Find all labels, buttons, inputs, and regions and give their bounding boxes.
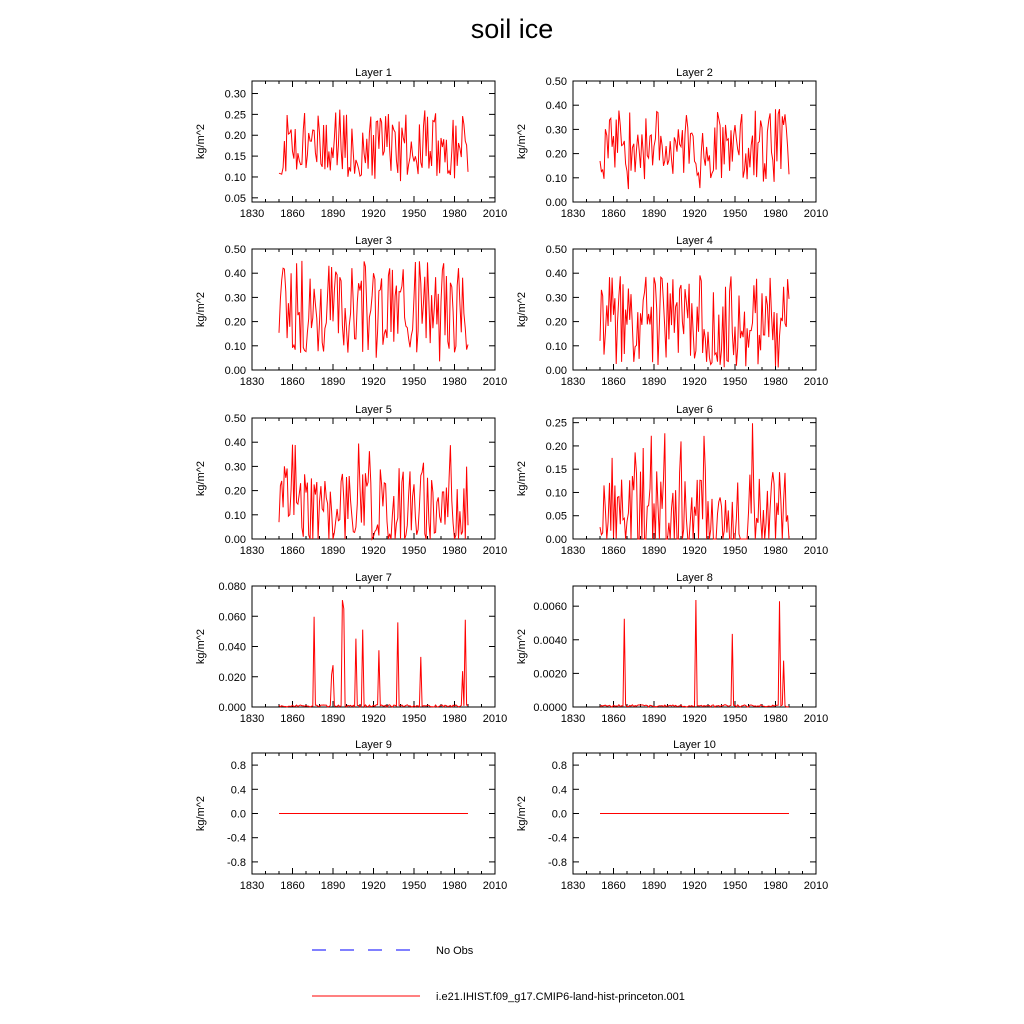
plot-frame: [252, 586, 495, 707]
x-tick-label: 1860: [280, 713, 305, 725]
y-axis-label: kg/m^2: [195, 795, 207, 832]
y-axis-label: kg/m^2: [195, 291, 207, 328]
x-tick-label: 1920: [682, 713, 707, 725]
series-model-line: [279, 600, 468, 707]
y-tick-label: 0.0: [230, 808, 246, 821]
panel-title: Layer 2: [676, 67, 713, 79]
x-tick-label: 2010: [482, 208, 508, 220]
x-tick-label: 1950: [722, 713, 748, 725]
x-tick-label: 1860: [601, 208, 626, 220]
x-tick-label: 1860: [601, 376, 626, 388]
y-axis-label: kg/m^2: [195, 123, 207, 160]
panel-9: [195, 739, 507, 892]
x-tick-label: 1920: [682, 880, 707, 892]
x-tick-label: 1920: [682, 545, 707, 557]
x-tick-label: 1920: [361, 208, 386, 220]
x-tick-label: 1950: [401, 880, 427, 892]
y-tick-label: 0.4: [230, 784, 246, 797]
x-tick-label: 2010: [482, 545, 508, 557]
y-tick-label: 0.10: [224, 171, 246, 184]
y-tick-label: 0.000: [218, 702, 246, 714]
panel-1: [195, 67, 507, 220]
x-tick-label: 1980: [763, 545, 788, 557]
y-tick-label: 0.25: [224, 109, 246, 122]
y-tick-label: 0.00: [224, 365, 246, 377]
x-tick-label: 1830: [239, 376, 265, 388]
y-tick-label: 0.8: [230, 760, 246, 773]
x-tick-label: 1890: [641, 376, 667, 388]
y-tick-label: 0.50: [545, 76, 567, 88]
x-tick-label: 1860: [280, 880, 305, 892]
x-tick-label: 1890: [641, 545, 667, 557]
y-tick-label: 0.0: [551, 808, 567, 821]
x-tick-label: 1980: [763, 880, 788, 892]
y-tick-label: 0.30: [545, 292, 567, 305]
x-tick-label: 1860: [280, 376, 305, 388]
series-model-line: [279, 444, 468, 540]
panel-title: Layer 3: [355, 235, 392, 247]
x-tick-label: 1980: [763, 208, 788, 220]
x-tick-label: 2010: [803, 376, 829, 388]
x-tick-label: 1830: [239, 545, 265, 557]
x-tick-label: 1830: [239, 208, 265, 220]
x-tick-label: 2010: [482, 713, 508, 725]
y-tick-label: 0.20: [545, 440, 567, 453]
panel-title: Layer 7: [355, 572, 392, 584]
legend-model-label: i.e21.IHIST.f09_g17.CMIP6-land-hist-princeton.001: [436, 991, 685, 1003]
chart-panels: [195, 67, 828, 892]
chart-legend: [312, 945, 685, 1003]
x-tick-label: 1980: [763, 713, 788, 725]
y-tick-label: 0.20: [224, 316, 246, 329]
plot-frame: [573, 81, 816, 202]
y-tick-label: 0.15: [545, 464, 567, 477]
y-tick-label: 0.10: [545, 487, 567, 500]
panel-title: Layer 6: [676, 404, 713, 416]
y-tick-label: 0.00: [545, 534, 567, 546]
y-tick-label: 0.8: [551, 760, 567, 773]
x-tick-label: 1920: [361, 880, 386, 892]
x-tick-label: 1890: [641, 208, 667, 220]
y-tick-label: 0.10: [545, 340, 567, 353]
series-model-line: [600, 109, 789, 189]
y-tick-label: 0.0040: [533, 634, 567, 647]
y-tick-label: 0.060: [218, 611, 246, 624]
y-axis-label: kg/m^2: [516, 795, 528, 832]
panel-title: Layer 1: [355, 67, 392, 79]
y-tick-label: 0.40: [545, 100, 567, 113]
x-tick-label: 1830: [239, 880, 265, 892]
x-tick-label: 1890: [641, 713, 667, 725]
y-tick-label: 0.10: [224, 340, 246, 353]
y-tick-label: 0.20: [545, 148, 567, 161]
y-tick-label: 0.00: [545, 365, 567, 377]
x-tick-label: 1860: [601, 545, 626, 557]
panel-title: Layer 4: [676, 235, 713, 247]
series-model-line: [600, 600, 789, 707]
x-tick-label: 1920: [682, 376, 707, 388]
x-tick-label: 1830: [560, 376, 586, 388]
y-tick-label: -0.4: [227, 832, 246, 845]
x-tick-label: 2010: [482, 376, 508, 388]
y-tick-label: 0.20: [224, 485, 246, 498]
series-model-line: [600, 275, 789, 367]
panel-3: [195, 235, 507, 388]
x-tick-label: 1980: [763, 376, 788, 388]
panel-title: Layer 5: [355, 404, 392, 416]
panel-title: Layer 10: [673, 739, 716, 751]
panel-4: [516, 235, 828, 388]
legend-obs-label: No Obs: [436, 945, 474, 957]
x-tick-label: 1920: [361, 713, 386, 725]
y-tick-label: 0.20: [224, 130, 246, 143]
y-tick-label: 0.00: [545, 197, 567, 209]
x-tick-label: 1950: [722, 880, 748, 892]
y-tick-label: 0.50: [224, 413, 246, 425]
x-tick-label: 2010: [482, 880, 508, 892]
y-axis-label: kg/m^2: [195, 628, 207, 665]
y-tick-label: 0.0020: [533, 668, 567, 681]
x-tick-label: 1920: [361, 545, 386, 557]
y-tick-label: 0.10: [224, 509, 246, 522]
x-tick-label: 1980: [442, 713, 467, 725]
y-axis-label: kg/m^2: [516, 460, 528, 497]
y-tick-label: -0.4: [548, 832, 567, 845]
y-tick-label: 0.40: [224, 268, 246, 281]
x-tick-label: 1920: [682, 208, 707, 220]
y-tick-label: 0.040: [218, 641, 246, 654]
x-tick-label: 1950: [401, 376, 427, 388]
x-tick-label: 2010: [803, 208, 829, 220]
y-tick-label: -0.8: [548, 856, 567, 869]
x-tick-label: 1890: [320, 376, 346, 388]
x-tick-label: 1950: [401, 713, 427, 725]
series-model-line: [600, 423, 789, 539]
x-tick-label: 1920: [361, 376, 386, 388]
x-tick-label: 1980: [442, 376, 467, 388]
y-axis-label: kg/m^2: [516, 628, 528, 665]
x-tick-label: 1890: [320, 545, 346, 557]
x-tick-label: 2010: [803, 880, 829, 892]
y-tick-label: 0.080: [218, 581, 246, 593]
y-tick-label: 0.40: [545, 268, 567, 281]
y-tick-label: 0.05: [224, 192, 246, 205]
x-tick-label: 1830: [560, 545, 586, 557]
y-tick-label: 0.25: [545, 417, 567, 430]
x-tick-label: 1860: [601, 880, 626, 892]
y-tick-label: 0.00: [224, 534, 246, 546]
panel-10: [516, 739, 828, 892]
x-tick-label: 2010: [803, 713, 829, 725]
x-tick-label: 1890: [320, 208, 346, 220]
x-tick-label: 1950: [722, 208, 748, 220]
y-tick-label: 0.05: [545, 510, 567, 523]
y-tick-label: 0.20: [545, 316, 567, 329]
x-tick-label: 1950: [722, 376, 748, 388]
y-tick-label: 0.0000: [533, 702, 567, 714]
panel-title: Layer 8: [676, 572, 713, 584]
y-tick-label: 0.30: [545, 124, 567, 137]
x-tick-label: 1950: [722, 545, 748, 557]
panel-8: [516, 572, 828, 725]
plot-frame: [252, 418, 495, 539]
panel-5: [195, 404, 507, 557]
panel-7: [195, 572, 507, 725]
y-tick-label: 0.4: [551, 784, 567, 797]
x-tick-label: 1980: [442, 545, 467, 557]
x-tick-label: 1860: [280, 208, 305, 220]
y-tick-label: 0.30: [224, 292, 246, 305]
y-tick-label: 0.50: [224, 244, 246, 256]
x-tick-label: 1830: [560, 713, 586, 725]
page-title: soil ice: [470, 14, 554, 44]
y-axis-label: kg/m^2: [516, 123, 528, 160]
x-tick-label: 1830: [239, 713, 265, 725]
series-model-line: [279, 261, 468, 362]
x-tick-label: 1890: [641, 880, 667, 892]
y-tick-label: 0.50: [545, 244, 567, 256]
x-tick-label: 1860: [601, 713, 626, 725]
panel-2: [516, 67, 828, 220]
y-tick-label: 0.30: [224, 461, 246, 474]
x-tick-label: 1980: [442, 208, 467, 220]
series-model-line: [279, 110, 468, 182]
y-tick-label: 0.0060: [533, 601, 567, 614]
y-tick-label: 0.020: [218, 671, 246, 684]
y-tick-label: -0.8: [227, 856, 246, 869]
y-axis-label: kg/m^2: [195, 460, 207, 497]
x-tick-label: 1860: [280, 545, 305, 557]
panel-title: Layer 9: [355, 739, 392, 751]
x-tick-label: 1980: [442, 880, 467, 892]
x-tick-label: 1890: [320, 713, 346, 725]
y-tick-label: 0.30: [224, 88, 246, 101]
x-tick-label: 1890: [320, 880, 346, 892]
y-tick-label: 0.10: [545, 172, 567, 185]
y-tick-label: 0.40: [224, 437, 246, 450]
x-tick-label: 1950: [401, 208, 427, 220]
x-tick-label: 2010: [803, 545, 829, 557]
y-tick-label: 0.15: [224, 151, 246, 164]
x-tick-label: 1950: [401, 545, 427, 557]
x-tick-label: 1830: [560, 208, 586, 220]
x-tick-label: 1830: [560, 880, 586, 892]
y-axis-label: kg/m^2: [516, 291, 528, 328]
panel-6: [516, 404, 828, 557]
